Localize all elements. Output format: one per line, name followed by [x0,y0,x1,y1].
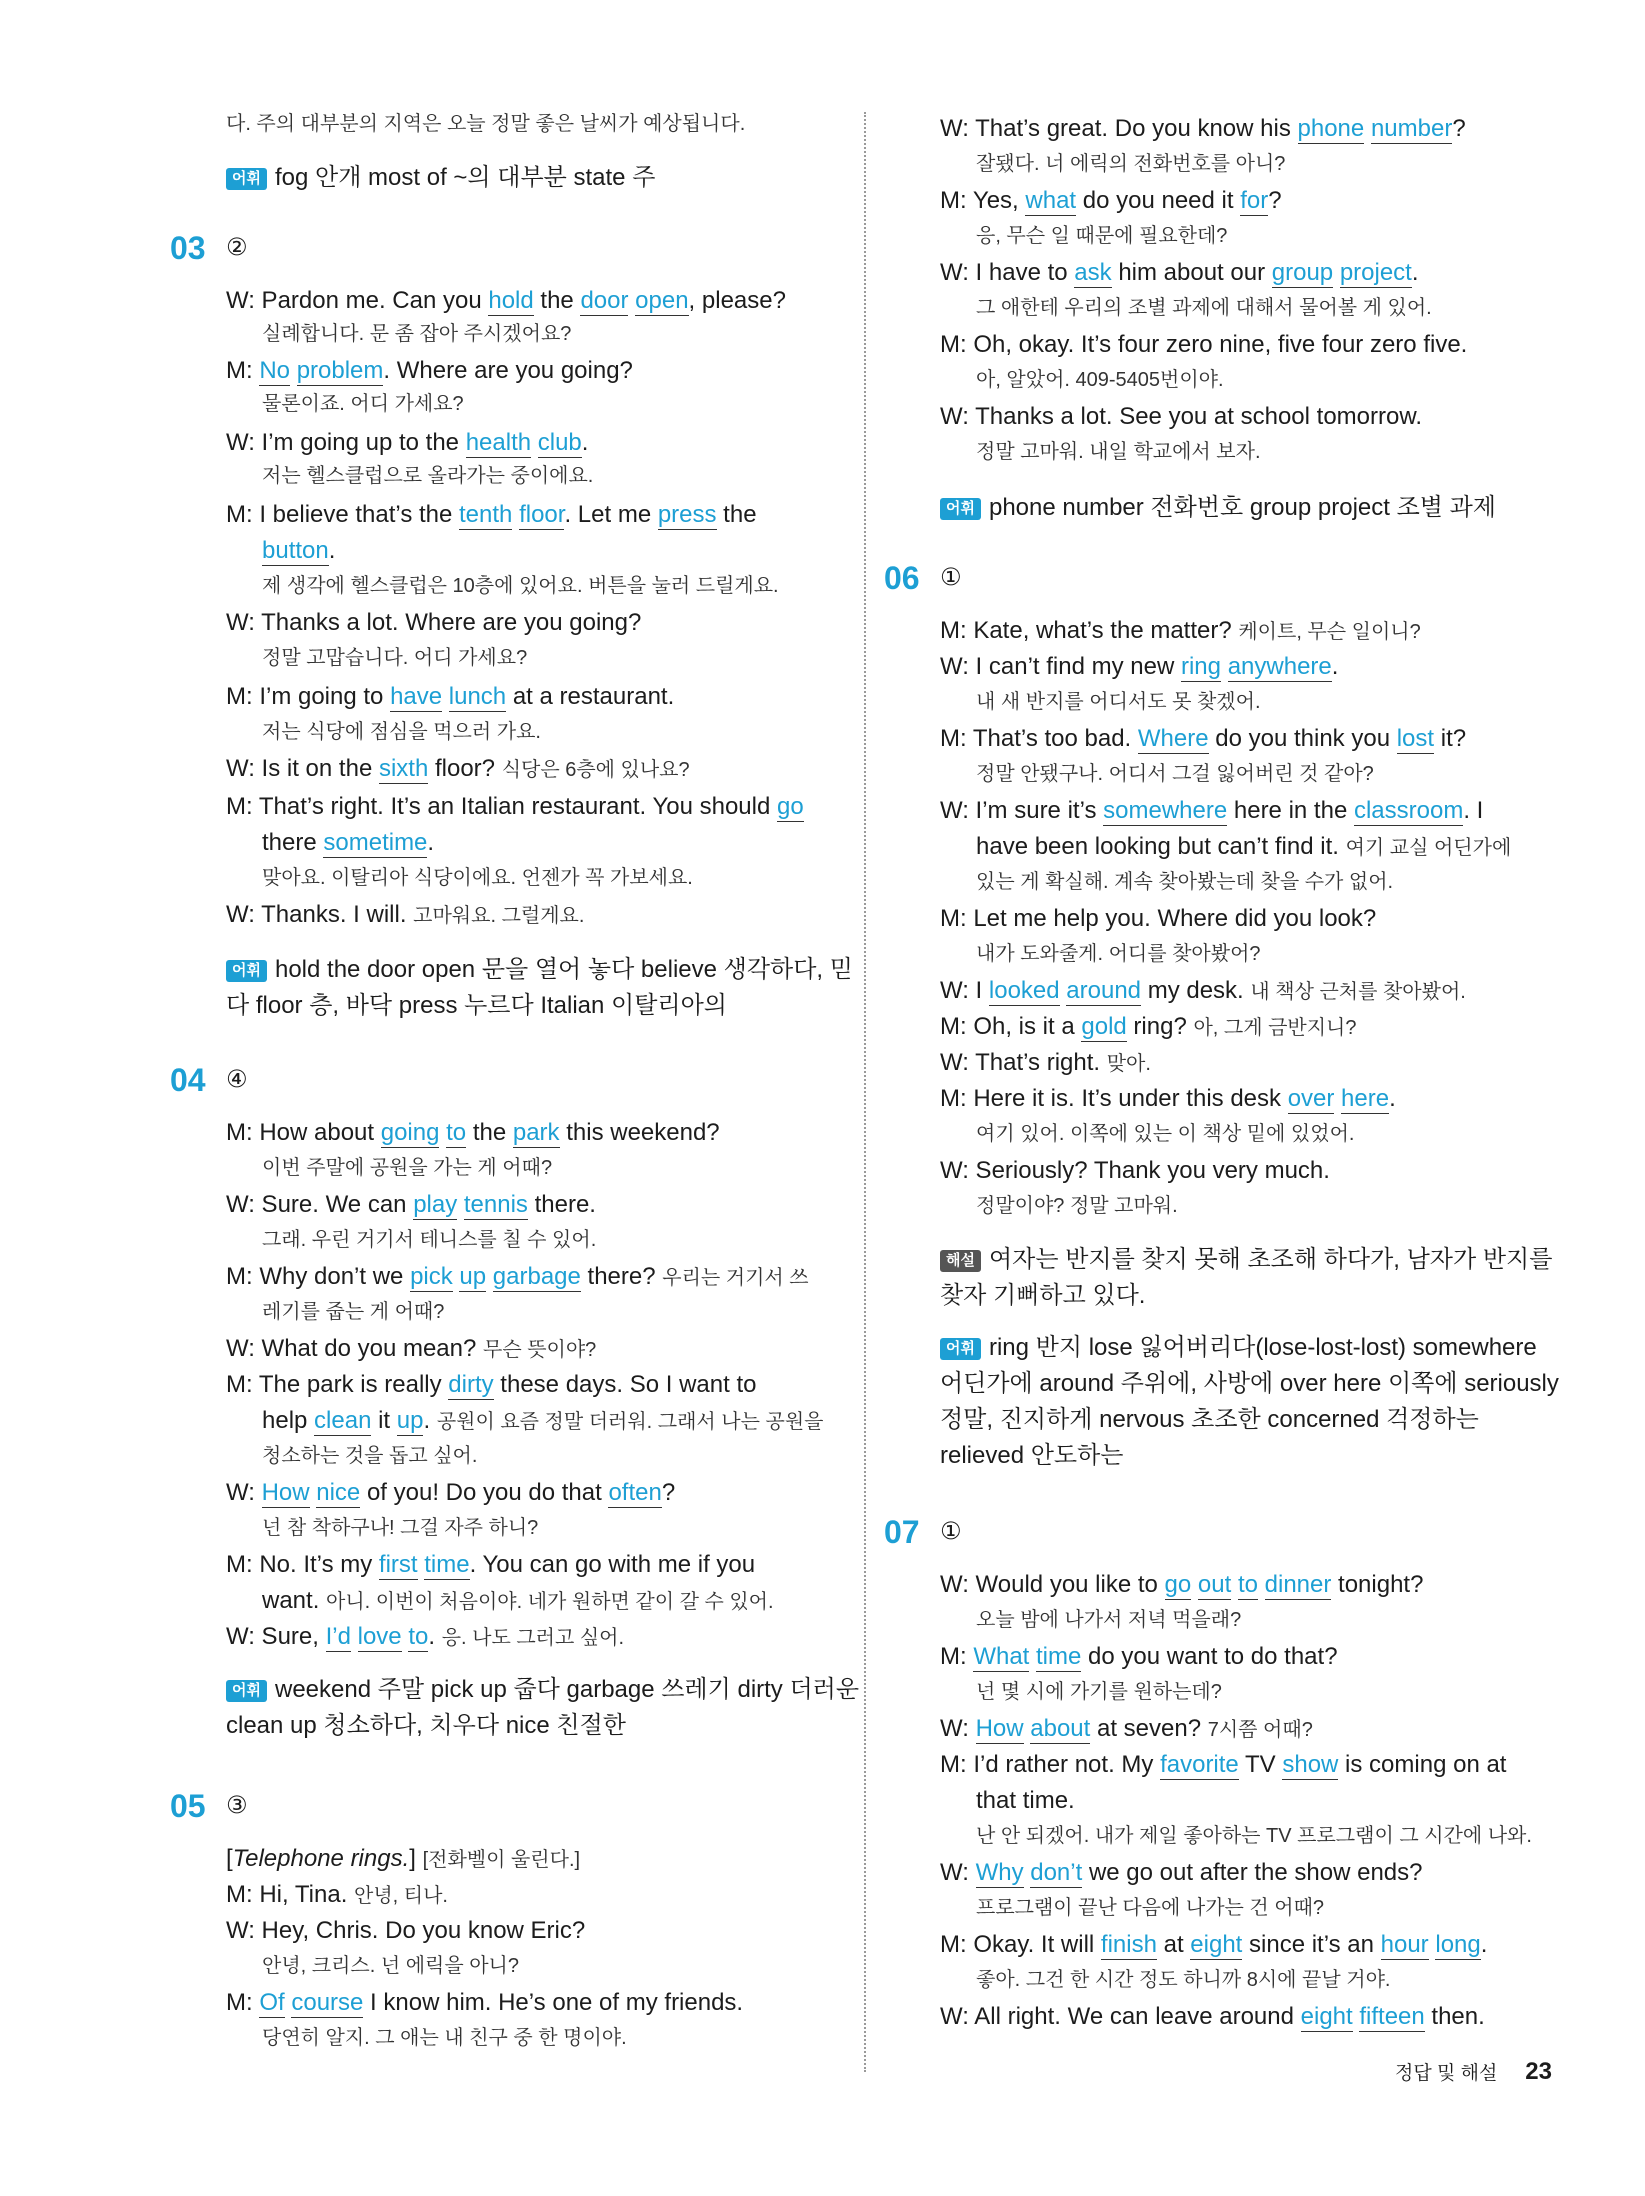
dialogue-line: [Telephone rings.] [전화벨이 울린다.] [226,1845,581,1872]
question-number: 03 [170,230,206,266]
translation: 제 생각에 헬스클럽은 10층에 있어요. 버튼을 눌러 드릴게요. [262,575,779,597]
dialogue-line: M: I believe that’s the tenth floor. Let me press the [226,501,757,528]
translation: 난 안 되겠어. 내가 제일 좋아하는 TV 프로그램이 그 시간에 나와. [976,1825,1532,1847]
vocab-note: 어휘 ring 반지 lose 잃어버리다(lose-lost-lost) somewhere 어딘가에 around 주위에, 사방에 over here 이쪽에 seriously 정말, 진지하게 nervous 초조한 concerned 걱정하는 relieved 안도하는 [940,1334,1559,1469]
dialogue-line: have been looking but can’t find it. 여기 교실 어딘가에 [976,833,1512,860]
answer-mark: ④ [226,1066,248,1093]
translation: 그 애한테 우리의 조별 과제에 대해서 물어볼 게 있어. [976,297,1432,319]
dialogue-line: W: Would you like to go out to dinner tonight? [940,1571,1424,1598]
answer-mark: ① [940,1518,962,1545]
explain-badge: 해설 [940,1250,981,1272]
dialogue-line: M: How about going to the park this weekend? [226,1119,720,1146]
dialogue-line: want. 아니. 이번이 처음이야. 네가 원하면 같이 갈 수 있어. [262,1587,774,1614]
dialogue-line: W: I can’t find my new ring anywhere. [940,653,1339,680]
dialogue-line: W: All right. We can leave around eight fifteen then. [940,2003,1485,2030]
translation: 여기 있어. 이쪽에 있는 이 책상 밑에 있었어. [976,1123,1355,1145]
dialogue-line: W: Why don’t we go out after the show ends? [940,1859,1423,1886]
dialogue-line: W: I looked around my desk. 내 책상 근처를 찾아봤어. [940,977,1466,1004]
dialogue-line: W: Thanks a lot. See you at school tomorrow. [940,403,1423,430]
question-number: 07 [884,1514,920,1550]
translation: 그래. 우린 거기서 테니스를 칠 수 있어. [262,1229,597,1251]
dialogue-line: W: Thanks. I will. 고마워요. 그럴게요. [226,901,585,928]
translation: 안녕, 크리스. 넌 에릭을 아니? [262,1955,519,1977]
dialogue-line: M: The park is really dirty these days. So I want to [226,1371,757,1398]
page-footer [1395,2058,1552,2086]
dialogue-line: there sometime. [262,829,435,856]
dialogue-line: M: Kate, what’s the matter? 케이트, 무슨 일이니? [940,617,1421,644]
vocab-note: 어휘 weekend 주말 pick up 줍다 garbage 쓰레기 dirty 더러운 clean up 청소하다, 치우다 nice 친절한 [226,1676,860,1739]
dialogue-line: W: Hey, Chris. Do you know Eric? [226,1917,586,1944]
dialogue-line: W: Sure, I’d love to. 응. 나도 그러고 싶어. [226,1623,625,1650]
vocab-note: 어휘 phone number 전화번호 group project 조별 과제 [940,490,1565,526]
dialogue-line: W: I’m sure it’s somewhere here in the classroom. I [940,797,1484,824]
dialogue-line: M: Okay. It will finish at eight since it’s an hour long. [940,1931,1488,1958]
translation: 정말 고맙습니다. 어디 가세요? [262,647,528,669]
question-number: 04 [170,1062,206,1098]
translation: 잘됐다. 너 에릭의 전화번호를 아니? [976,153,1286,175]
dialogue-line: M: Oh, okay. It’s four zero nine, five four zero five. [940,331,1468,358]
explanation-note: 해설 여자는 반지를 찾지 못해 초조해 하다가, 남자가 반지를 찾자 기뻐하고 있다. [940,1246,1553,1309]
translation: 아, 알았어. 409-5405번이야. [976,369,1224,391]
dialogue-line: W: That’s right. 맞아. [940,1049,1151,1076]
translation: 정말 안됐구나. 어디서 그걸 잃어버린 것 같아? [976,763,1374,785]
translation: 넌 몇 시에 가기를 원하는데? [976,1681,1222,1703]
vocab-badge: 어휘 [226,960,267,982]
dialogue-line: W: Seriously? Thank you very much. [940,1157,1330,1184]
dialogue-line: W: How about at seven? 7시쯤 어때? [940,1715,1313,1742]
translation: 저는 헬스클럽으로 올라가는 중이에요. [262,465,594,487]
dialogue-line: M: Let me help you. Where did you look? [940,905,1377,932]
translation: 물론이죠. 어디 가세요? [262,393,464,415]
page-number: 23 [1525,2058,1552,2085]
dialogue-line: M: I’m going to have lunch at a restaurant. [226,683,675,710]
translation: 프로그램이 끝난 다음에 나가는 건 어때? [976,1897,1325,1919]
vocab-note: 어휘 hold the door open 문을 열어 놓다 believe 생각하다, 믿다 floor 층, 바닥 press 누르다 Italian 이탈리아의 [226,956,853,1019]
translation: 저는 식당에 점심을 먹으러 가요. [262,721,541,743]
dialogue-line: M: Here it is. It’s under this desk over here. [940,1085,1396,1112]
dialogue-line: M: Why don’t we pick up garbage there? 우리는 거기서 쓰 [226,1263,809,1290]
dialogue-line: W: That’s great. Do you know his phone number? [940,115,1466,142]
column-divider [864,112,866,2072]
dialogue-line: help clean it up. 공원이 요즘 정말 더러워. 그래서 나는 공원을 [262,1407,824,1434]
translation: 레기를 줍는 게 어때? [262,1301,445,1323]
answer-mark: ① [940,564,962,591]
dialogue-line: W: Is it on the sixth floor? 식당은 6층에 있나요? [226,755,690,782]
question-number: 05 [170,1788,206,1824]
answer-mark: ② [226,234,248,261]
dialogue-line: M: Yes, what do you need it for? [940,187,1282,214]
dialogue-line: button. [262,537,336,564]
translation: 이번 주말에 공원을 가는 게 어때? [262,1157,553,1179]
dialogue-line: M: I’d rather not. My favorite TV show is coming on at [940,1751,1507,1778]
footer-label: 정답 및 해설 [1394,2063,1498,2084]
dialogue-line: M: Hi, Tina. 안녕, 티나. [226,1881,448,1908]
translation: 내가 도와줄게. 어디를 찾아봤어? [976,943,1261,965]
dialogue-line: W: How nice of you! Do you do that often? [226,1479,676,1506]
dialogue-line: W: Pardon me. Can you hold the door open, please? [226,287,786,314]
question-number: 06 [884,560,920,596]
korean-translation: 다. 주의 대부분의 지역은 오늘 정말 좋은 날씨가 예상됩니다. [226,113,746,135]
dialogue-line: M: Oh, is it a gold ring? 아, 그게 금반지니? [940,1013,1357,1040]
dialogue-line: M: That’s too bad. Where do you think you lost it? [940,725,1467,752]
dialogue-line: W: I have to ask him about our group project. [940,259,1419,286]
dialogue-line: W: What do you mean? 무슨 뜻이야? [226,1335,597,1362]
dialogue-line: W: Sure. We can play tennis there. [226,1191,596,1218]
dialogue-line: M: What time do you want to do that? [940,1643,1338,1670]
vocab-badge: 어휘 [226,1680,267,1702]
translation: 맞아요. 이탈리아 식당이에요. 언젠가 꼭 가보세요. [262,867,693,889]
vocab-note: 어휘 fog 안개 most of ~의 대부분 state 주 [226,160,870,196]
translation: 정말 고마워. 내일 학교에서 보자. [976,441,1261,463]
dialogue-line: M: No. It’s my first time. You can go with me if you [226,1551,756,1578]
dialogue-line: M: No problem. Where are you going? [226,357,633,384]
translation: 오늘 밤에 나가서 저녁 먹을래? [976,1609,1242,1631]
dialogue-line: W: I’m going up to the health club. [226,429,589,456]
vocab-badge: 어휘 [940,1338,981,1360]
dialogue-line: W: Thanks a lot. Where are you going? [226,609,642,636]
translation: 정말이야? 정말 고마워. [976,1195,1178,1217]
dialogue-line: M: That’s right. It’s an Italian restaurant. You should go [226,793,804,820]
answer-mark: ③ [226,1792,248,1819]
translation: 좋아. 그건 한 시간 정도 하니까 8시에 끝날 거야. [976,1969,1391,1991]
translation: 넌 참 착하구나! 그걸 자주 하니? [262,1517,539,1539]
translation: 당연히 알지. 그 애는 내 친구 중 한 명이야. [262,2027,627,2049]
translation: 청소하는 것을 돕고 싶어. [262,1445,478,1467]
dialogue-line: that time. [976,1787,1075,1814]
vocab-badge: 어휘 [940,498,981,520]
translation: 실례합니다. 문 좀 잡아 주시겠어요? [262,323,572,345]
vocab-badge: 어휘 [226,168,267,190]
translation: 있는 게 확실해. 계속 찾아봤는데 찾을 수가 없어. [976,871,1394,893]
translation: 내 새 반지를 어디서도 못 찾겠어. [976,691,1261,713]
dialogue-line: M: Of course I know him. He’s one of my friends. [226,1989,744,2016]
translation: 응, 무슨 일 때문에 필요한데? [976,225,1228,247]
